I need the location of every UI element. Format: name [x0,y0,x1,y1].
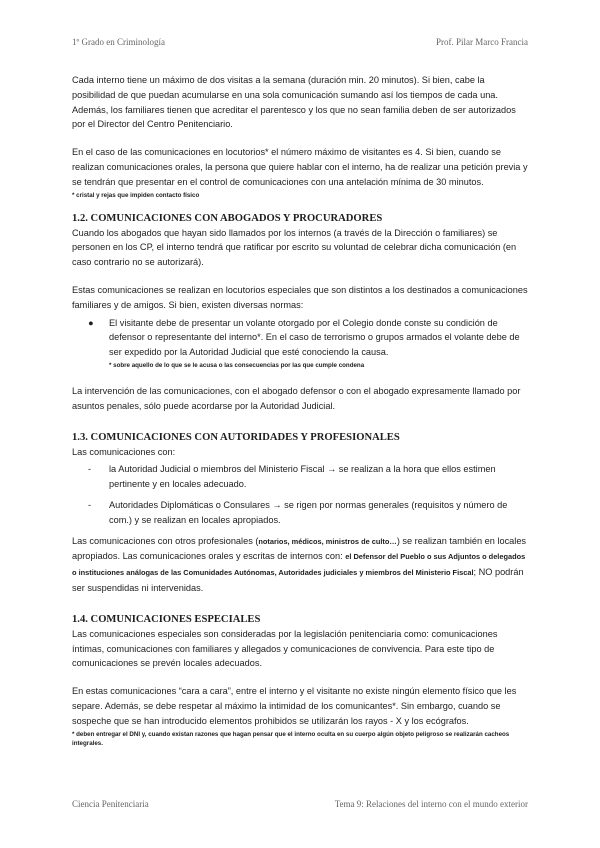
page-footer [72,799,528,809]
institutions-list: el Defensor del Pueblo o sus Adjuntos o delegados o instituciones análogas de las Comunidades Autónomas, Autoridades judiciales y miembros del Ministerio Fiscal [72,552,526,578]
intro-paragraph-1: Cada interno tiene un máximo de dos visitas a la semana (duración min. 20 minutos). Si bien, cabe la posibilidad de que puedan acumularse en una sola comunicación sumando así los tiempos de cada una. Además, los familiares tienen que acreditar el parentesco y los que no sean familia deben de ser autorizados por el Director del Centro Penitenciario. [72,75,516,130]
text-run: Las comunicaciones con otros profesionales ( [72,535,259,546]
dash-marker: - [88,499,92,510]
section-1-2-paragraph-2: Estas comunicaciones se realizan en locutorios especiales que son distintos a los destinados a comunicaciones familiares y de amigos. Si bien, existen diversas normas: [72,284,528,310]
list-item [72,316,530,371]
section-1-4-footnote: * deben entregar el DNI y, cuando existan razones que hagan pensar que el interno oculta en su cuerpo algún objeto peligroso se realizarán cacheos integrales. [72,730,510,747]
document-body [72,73,530,748]
topic-label: Tema 9: Relaciones del interno con el mundo exterior [334,799,528,809]
intro-footnote: * cristal y rejas que impiden contacto físico [72,191,200,199]
professor-label: Prof. Pilar Marco Francia [436,37,528,47]
section-1-2-paragraph-1: Cuando los abogados que hayan sido llamados por los internos (a través de la Dirección o familiares) se personen en los CP, el interno tendrá que ratificar por escrito su voluntad de celebrar dicha comunicación (en caso contrario no se autorizará). [72,227,517,268]
section-1-2-title: 1.2. COMUNICACIONES CON ABOGADOS Y PROCURADORES [72,212,383,224]
subject-label: Ciencia Penitenciaria [72,799,149,809]
section-1-4-title: 1.4. COMUNICACIONES ESPECIALES [72,613,261,625]
section-1-3-paragraph [72,534,530,596]
professionals-list: notarios, médicos, ministros de culto… [258,536,397,546]
course-label: 1º Grado en Criminología [72,37,166,47]
list-item-text: la Autoridad Judicial o miembros del Ministerio Fiscal → se realizan a la hora que ellos estimen pertinente y en locales adecuado. [109,464,496,490]
intro-paragraph-2: En el caso de las comunicaciones en locutorios* el número máximo de visitantes es 4. Si bien, cuando se realizan comunicaciones orales, la persona que quiere hablar con el interno, ha de realizar una petición previa y se tendrán que presentar en el control de comunicaciones con una antelación mínima de 30 minutos. [72,147,528,187]
bullet-footnote: * sobre aquello de lo que se le acusa o las consecuencias por las que cumple condena [109,361,365,369]
section-1-2-bullet-list [72,316,530,371]
list-item-text: Autoridades Diplomáticas o Consulares → se rigen por normas generales (requisitos y número de com.) y se realizan en locales apropiados. [109,499,508,525]
bullet-text: El visitante debe de presentar un volante otorgado por el Colegio donde conste su condición de defensor o representante del interno*. En el caso de terrorismo o grupos armados el volante debe de ser expedido por la Autoridad Judicial que esté conociendo la causa. [109,317,520,358]
text-run: ; NO podrán ser suspendidas ni intervenidas. [72,567,524,593]
section-1-3-dash-list [72,462,530,527]
bullet-marker: ● [88,317,94,328]
page-header [72,37,528,47]
section-1-3-intro: Las comunicaciones con: [72,446,176,457]
section-1-3-title: 1.3. COMUNICACIONES CON AUTORIDADES Y PROFESIONALES [72,431,400,443]
section-1-2-paragraph-3: La intervención de las comunicaciones, con el abogado defensor o con el abogado expresamente llamado por asuntos penales, sólo puede acordarse por la Autoridad Judicial. [72,385,521,411]
dash-marker: - [88,464,92,475]
text-run: ) se realizan también en locales apropiados. Las comunicaciones orales y escritas de internos con: [72,535,527,562]
list-item [72,498,530,528]
section-1-4-paragraph-1: Las comunicaciones especiales son consideradas por la legislación penitenciaria como: comunicaciones íntimas, comunicaciones con familiares y allegados y comunicaciones de convivencia. Para este tipo de comunicaciones se prevén locales adecuados. [72,628,498,669]
section-1-4-paragraph-2: En estas comunicaciones “cara a cara”, entre el interno y el visitante no existe ningún elemento físico que les separe. Además, se debe respetar al máximo la intimidad de los comunicantes*. Sin embargo, cuando se sospeche que se han introducido elementos prohibidos se utilizarán los rayos - X y los ecógrafos. [72,686,517,726]
list-item [72,462,530,492]
